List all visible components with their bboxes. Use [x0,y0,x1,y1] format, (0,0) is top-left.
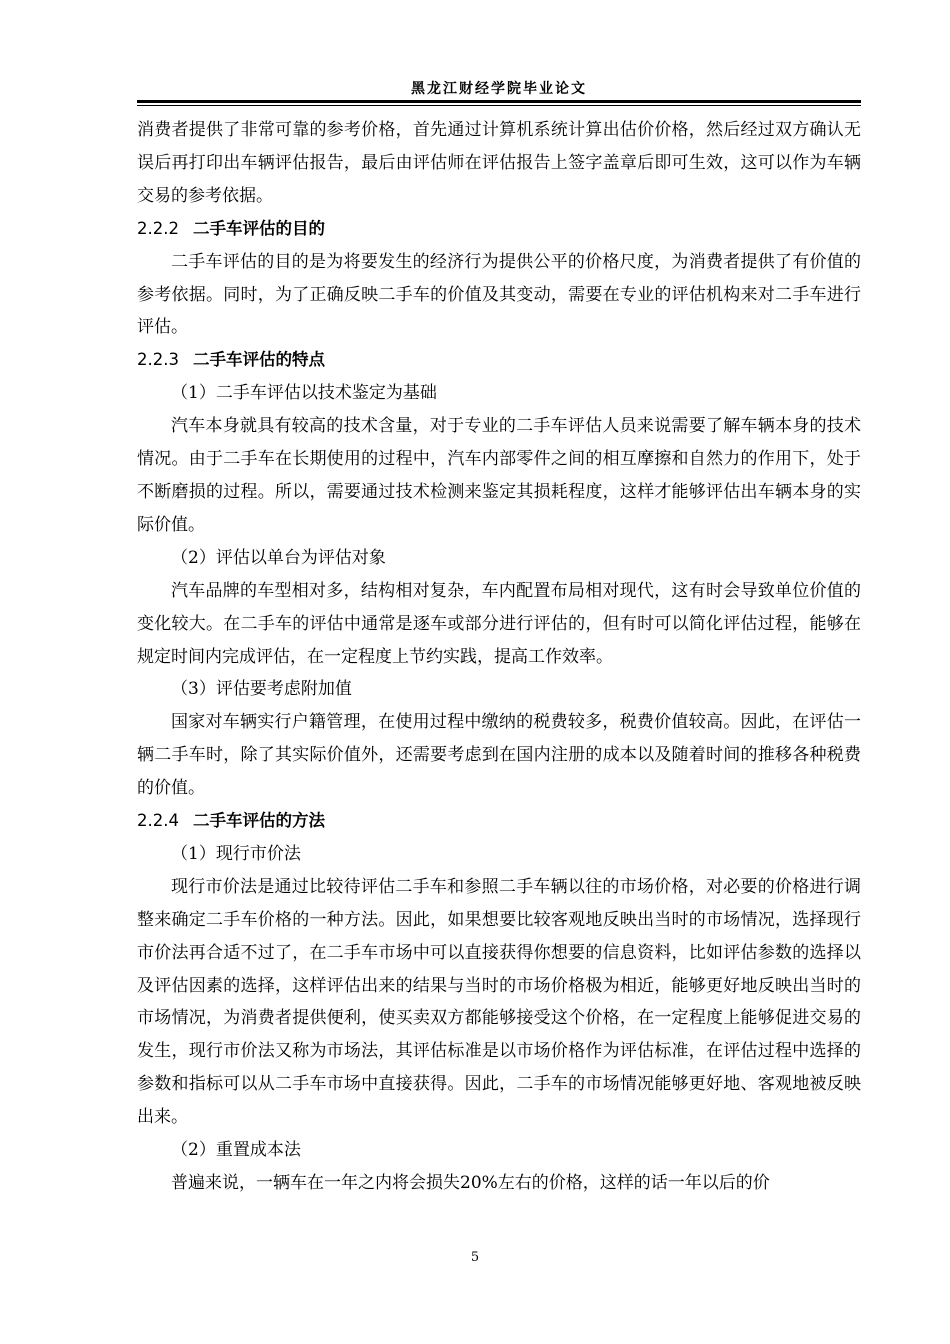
subheading: （1）现行市价法 [171,843,301,864]
subheading: （2）评估以单台为评估对象 [171,547,386,568]
section-heading [137,805,861,838]
subheading: （2）重置成本法 [171,1140,301,1161]
section-number: 2.2.2 [137,218,179,238]
section-heading [137,344,861,377]
section-number: 2.2.4 [137,811,179,831]
paragraph: 汽车本身就具有较高的技术含量，对于专业的二手车评估人员来说需要了解车辆本身的技术情况。由于二手车在长期使用的过程中，汽车内部零件之间的相互摩擦和自然力的作用下，处于不断磨损的过程。所以，需要通过技术检测来鉴定其损耗程度，这样才能够评估出车辆本身的实际价值。 [137,416,861,535]
subheading: （1）二手车评估以技术鉴定为基础 [171,383,437,404]
section-title: 二手车评估的目的 [192,218,325,238]
paragraph: 汽车品牌的车型相对多，结构相对复杂，车内配置布局相对现代，这有时会导致单位价值的变化较大。在二手车的评估中通常是逐车或部分进行评估的，但有时可以简化评估过程，能够在规定时间内完成评估，在一定程度上节约实践，提高工作效率。 [137,580,861,667]
header-rule-thin [137,105,861,106]
section-title: 二手车评估的方法 [192,811,325,831]
paragraph: 二手车评估的目的是为将要发生的经济行为提供公平的价格尺度，为消费者提供了有价值的参考依据。同时，为了正确反映二手车的价值及其变动，需要在专业的评估机构来对二手车进行评估。 [137,251,861,338]
running-header: 黑龙江财经学院毕业论文 [411,81,587,97]
section-heading [137,213,861,246]
page-number: 5 [470,1250,480,1265]
paragraph: 国家对车辆实行户籍管理，在使用过程中缴纳的税费较多，税费价值较高。因此，在评估一辆二手车时，除了其实际价值外，还需要考虑到在国内注册的成本以及随着时间的推移各种税费的价值。 [137,712,861,799]
subheading: （3）评估要考虑附加值 [171,679,352,700]
body-text [137,114,861,1200]
header-rule-thick [137,100,861,103]
paragraph: 普遍来说，一辆车在一年之内将会损失20%左右的价格，这样的话一年以后的价 [171,1173,770,1193]
paragraph: 现行市价法是通过比较待评估二手车和参照二手车辆以往的市场价格，对必要的价格进行调整来确定二手车价格的一种方法。因此，如果想要比较客观地反映出当时的市场情况，选择现行市价法再合适不过了，在二手车市场中可以直接获得你想要的信息资料，比如评估参数的选择以及评估因素的选择，这样评估出来的结果与当时的市场价格极为相近，能够更好地反映出当时的市场情况，为消费者提供便利，使买卖双方都能够接受这个价格，在一定程度上能够促进交易的发生，现行市价法又称为市场法，其评估标准是以市场价格作为评估标准，在评估过程中选择的参数和指标可以从二手车市场中直接获得。因此，二手车的市场情况能够更好地、客观地被反映出来。 [137,876,861,1128]
section-number: 2.2.3 [137,350,179,370]
paragraph: 消费者提供了非常可靠的参考价格，首先通过计算机系统计算出估价价格，然后经过双方确认无误后再打印出车辆评估报告，最后由评估师在评估报告上签字盖章后即可生效，这可以作为车辆交易的参考依据。 [137,120,861,206]
section-title: 二手车评估的特点 [192,350,325,370]
